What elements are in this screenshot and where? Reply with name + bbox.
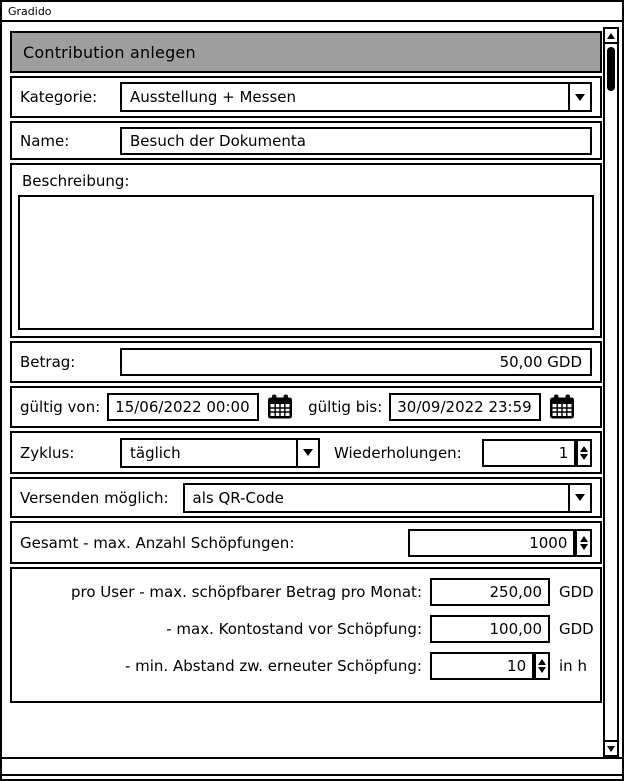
gueltig-von-input[interactable]: [107, 393, 259, 421]
vertical-scrollbar[interactable]: [603, 27, 619, 757]
zyklus-value: täglich: [130, 443, 181, 462]
row-zyklus: [10, 431, 602, 474]
wiederholungen-spin-buttons[interactable]: [576, 439, 592, 467]
spinner-down-icon: [580, 544, 588, 550]
zyklus-label: Zyklus:: [20, 443, 75, 462]
spinner-down-icon: [580, 454, 588, 460]
versenden-select[interactable]: [183, 483, 592, 513]
kategorie-dropdown-button[interactable]: [568, 84, 590, 110]
kategorie-value: Ausstellung + Messen: [130, 88, 297, 106]
scrollbar-down-button[interactable]: [605, 740, 617, 755]
window-titlebar: [2, 2, 622, 22]
scrollbar-thumb[interactable]: [607, 47, 615, 91]
name-input[interactable]: [120, 127, 592, 155]
scrollbar-down-icon: [607, 746, 615, 752]
dropdown-arrow-icon: [303, 449, 313, 456]
pro-user-kontostand-label: - max. Kontostand vor Schöpfung:: [166, 620, 422, 638]
row-name: [10, 121, 602, 160]
panel-header: [10, 31, 602, 73]
pro-user-abstand-label: - min. Abstand zw. erneuter Schöpfung:: [124, 657, 422, 675]
zyklus-select[interactable]: [120, 438, 320, 468]
scrollbar-up-button[interactable]: [605, 29, 617, 44]
pro-user-row-betrag-monat: [20, 578, 592, 606]
gesamt-label: Gesamt - max. Anzahl Schöpfungen:: [20, 533, 295, 552]
versenden-value: als QR-Code: [192, 488, 284, 507]
scrollbar-track[interactable]: [605, 94, 617, 740]
beschreibung-textarea[interactable]: [18, 195, 594, 330]
row-versenden: [10, 477, 602, 518]
calendar-icon: [267, 394, 293, 420]
gueltig-von-calendar-button[interactable]: [266, 394, 293, 420]
dropdown-arrow-icon: [575, 94, 585, 101]
kategorie-select[interactable]: [120, 82, 592, 112]
name-label: Name:: [20, 131, 70, 150]
gueltig-bis-calendar-button[interactable]: [548, 394, 575, 420]
row-kategorie: [10, 76, 602, 118]
pro-user-abstand-unit: in h: [559, 657, 587, 675]
versenden-dropdown-button[interactable]: [568, 485, 590, 511]
betrag-label: Betrag:: [20, 353, 76, 371]
betrag-input[interactable]: [120, 348, 592, 376]
pro-user-abstand-input[interactable]: [430, 652, 534, 680]
spinner-up-icon: [580, 536, 588, 542]
gueltig-bis-input[interactable]: [389, 393, 541, 421]
beschreibung-label: Beschreibung:: [22, 172, 130, 190]
calendar-icon: [549, 394, 575, 420]
row-gesamt: [10, 521, 602, 564]
window-content: [2, 24, 622, 779]
window-title: Gradido: [8, 4, 52, 18]
pro-user-abstand-stepper: [430, 652, 550, 680]
spinner-down-icon: [538, 667, 546, 673]
row-beschreibung: [10, 163, 602, 338]
gesamt-input[interactable]: [408, 529, 575, 557]
gesamt-stepper: [408, 529, 592, 557]
group-pro-user: [10, 567, 602, 703]
pro-user-betrag-input[interactable]: [430, 578, 550, 606]
panel-title: Contribution anlegen: [23, 42, 196, 62]
kategorie-label: Kategorie:: [20, 88, 98, 106]
pro-user-betrag-label: pro User - max. schöpfbarer Betrag pro Monat:: [70, 583, 422, 601]
scrollbar-up-icon: [607, 33, 615, 39]
pro-user-row-kontostand: [20, 615, 592, 643]
zyklus-dropdown-button[interactable]: [296, 440, 318, 466]
gesamt-spin-buttons[interactable]: [575, 529, 592, 557]
spinner-up-icon: [580, 446, 588, 452]
pro-user-kontostand-unit: GDD: [559, 620, 594, 638]
wiederholungen-stepper: [482, 439, 592, 467]
row-gueltig: [10, 386, 602, 428]
gueltig-bis-label: gültig bis:: [308, 398, 383, 416]
pro-user-row-abstand: [20, 652, 592, 680]
pro-user-kontostand-input[interactable]: [430, 615, 550, 643]
pro-user-abstand-spin-buttons[interactable]: [534, 652, 550, 680]
bottom-scrollbar-track[interactable]: [2, 757, 622, 776]
gueltig-von-label: gültig von:: [20, 398, 101, 416]
row-betrag: [10, 341, 602, 383]
spinner-up-icon: [538, 659, 546, 665]
contribution-form: [10, 31, 602, 703]
pro-user-betrag-unit: GDD: [559, 583, 594, 601]
wiederholungen-input[interactable]: [482, 439, 576, 467]
wiederholungen-label: Wiederholungen:: [334, 443, 462, 462]
versenden-label: Versenden möglich:: [20, 488, 169, 507]
dropdown-arrow-icon: [575, 494, 585, 501]
